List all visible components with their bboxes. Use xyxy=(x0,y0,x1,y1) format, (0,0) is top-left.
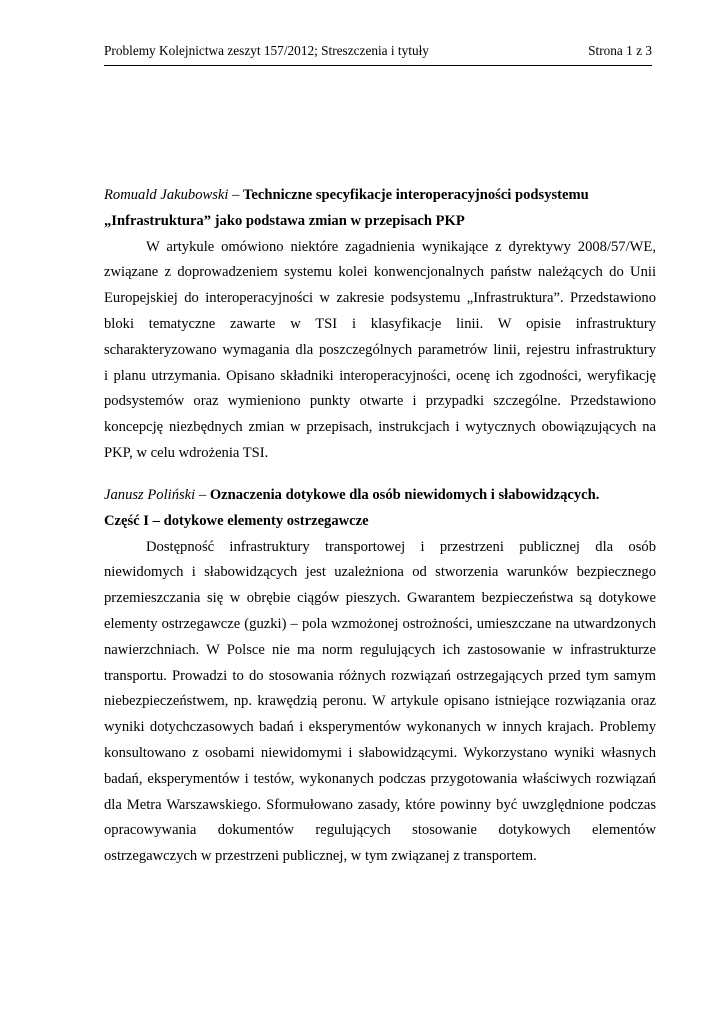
article-title-line: Część I – dotykowe elementy ostrzegawcze xyxy=(104,512,369,529)
article-author: Romuald Jakubowski xyxy=(104,187,229,203)
page-number: Strona 1 z 3 xyxy=(588,43,652,58)
body-line: konsultowano z osobami niewidomymi i słabowidzącymi. Wykorzystano wyniki własnych xyxy=(104,744,656,761)
article-title-line: Oznaczenia dotykowe dla osób niewidomych i słabowidzących. xyxy=(209,487,600,503)
author-dash: – xyxy=(228,187,244,203)
body-line: bloki tematyczne zawarte w TSI i klasyfikacje linii. W opisie infrastruktury xyxy=(104,315,656,332)
body-line: niewidomych i słabowidzących jest uzależniona od stworzenia warunków bezpiecznego xyxy=(104,564,656,581)
body-line: scharakteryzowano wymagania dla poszczególnych parametrów linii, rejestru infrastruktury xyxy=(104,341,656,358)
body-line: Dostępność infrastruktury transportowej i przestrzeni publicznej dla osób xyxy=(146,538,656,555)
author-dash: – xyxy=(195,487,210,503)
body-line: wyniki dotychczasowych badań i eksperymentów wykonanych w innych krajach. Problemy xyxy=(104,719,656,736)
article-heading xyxy=(104,483,656,535)
body-line: przemieszczania się w obrębie ciągów pieszych. Gwarantem bezpieczeństwa są dotykowe xyxy=(104,590,656,607)
body-line: koncepcję niezbędnych zmian w przepisach, instrukcjach i wytycznych obowiązujących na xyxy=(104,419,656,436)
body-line: elementy ostrzegawcze (guzki) – pola wzmożonej ostrożności, umieszczane na utwardzonych xyxy=(104,615,656,632)
article-title-line: „Infrastruktura” jako podstawa zmian w przepisach PKP xyxy=(104,212,465,229)
body-line: opracowywania dokumentów regulujących stosowanie dotykowych elementów xyxy=(104,822,656,839)
body-line: W artykule omówiono niektóre zagadnienia wynikające z dyrektywy 2008/57/WE, xyxy=(146,238,656,255)
article-abstract-2 xyxy=(104,483,656,870)
body-line: PKP, w celu wdrożenia TSI. xyxy=(104,444,269,461)
article-heading xyxy=(104,183,656,235)
article-title-line: Techniczne specyfikacje interoperacyjności podsystemu xyxy=(243,187,589,203)
article-body xyxy=(104,235,656,467)
body-line: nawierzchniach. W Polsce nie ma norm regulujących ich zastosowanie w infrastrukturze xyxy=(104,641,656,658)
body-line: i planu utrzymania. Opisano składniki interoperacyjności, ocenę ich zgodności, weryfikację xyxy=(104,367,656,384)
body-line: badań, eksperymentów i testów, wykonanych podczas przygotowania właściwych rozwiązań xyxy=(104,770,656,787)
body-line: podsystemów oraz wymieniono punkty otwarte i przypadki szczególne. Przedstawiono xyxy=(104,393,656,410)
article-author: Janusz Poliński xyxy=(104,487,196,503)
body-line: niebezpieczeństwem, np. krawędzią peronu. W artykule opisano istniejące rozwiązania oraz xyxy=(104,693,656,710)
page-header xyxy=(104,43,652,66)
article-body xyxy=(104,535,656,870)
body-line: dla Metra Warszawskiego. Sformułowano zasady, które powinny być uwzględnione podczas xyxy=(104,796,656,813)
body-line: Europejskiej do interoperacyjności w zakresie podsystemu „Infrastruktura”. Przedstawiono xyxy=(104,290,656,307)
header-title: Problemy Kolejnictwa zeszyt 157/2012; Streszczenia i tytuły xyxy=(104,43,429,58)
body-line: transportu. Prowadzi to do stosowania różnych rozwiązań ostrzegających przed tym samym xyxy=(104,667,656,684)
body-line: związane z doprowadzeniem systemu kolei konwencjonalnych państw należących do Unii xyxy=(104,264,656,281)
body-line: ostrzegawczych w przestrzeni publicznej, w tym związanej z transportem. xyxy=(104,848,537,865)
article-abstract-1 xyxy=(104,183,656,467)
